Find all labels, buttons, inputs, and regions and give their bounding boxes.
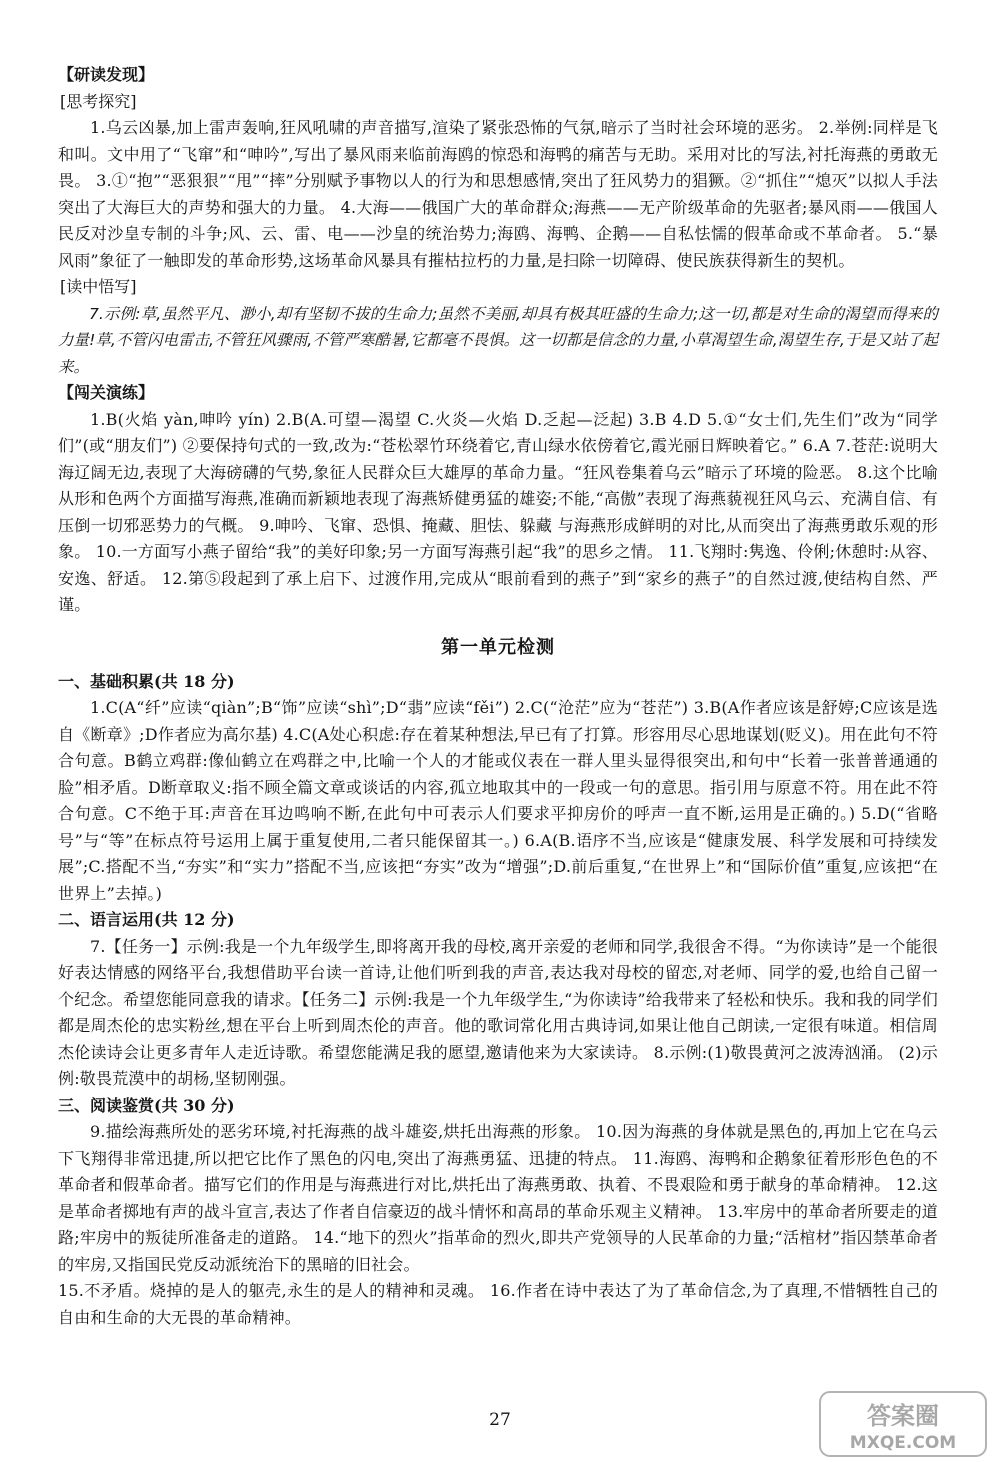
part3-heading: 三、阅读鉴赏(共 30 分): [58, 1095, 235, 1115]
part2-heading: 二、语言运用(共 12 分): [58, 910, 235, 929]
paragraph-think: 1.乌云凶暴,加上雷声轰响,狂风吼啸的声音描写,渲染了紧张恐怖的气氛,暗示了当时社会环境的恶劣。 2.举例:同样是飞和叫。文中用了“飞窜”和“呻吟”,写出了暴风雨来临前海鸥的惊恐和海鸭的痛苦与无助。采用对比的写法,衬托海燕的勇敢无畏。 3.①“抱”“恶狠狠”“甩”“摔”分别赋予事物以人的行为和思想感情,突出了狂风势力的猖獗。②“抓住”“熄灭”以拟人手法突出了大海巨大的声势和强大的力量。 4.大海——俄国广大的革命群众;海燕——无产阶级革命的先驱者;暴风雨——俄国人民反对沙皇专制的斗争;风、云、雷、电——沙皇的统治势力;海鸥、海鸭、企鹅——自私怯懦的假革命或不革命者。 5.“暴风雨”象征了一触即发的革命形势,这场革命风暴具有摧枯拉朽的力量,是扫除一切障碍、使民族获得新生的契机。: [58, 118, 938, 270]
watermark-logo-icon: [818, 1390, 988, 1458]
document-page: [58, 62, 938, 1331]
paragraph-chuangguan: 1.B(火焰 yàn,呻吟 yín) 2.B(A.可望—渴望 C.火炎—火焰 D.乏起—泛起) 3.B 4.D 5.①“女士们,先生们”改为“同学们”(或“朋友们”) ②要保持句式的一致,改为:“苍松翠竹环绕着它,青山绿水依傍着它,霞光丽日辉映着它。” 6.A 7.苍茫:说明大海辽阔无边,表现了大海磅礴的气势,象征人民群众巨大雄厚的革命力量。“狂风卷集着乌云”暗示了环境的险恶。 8.这个比喻从形和色两个方面描写海燕,准确而新颖地表现了海燕矫健勇猛的雄姿;不能,“高傲”表现了海燕藐视狂风乌云、充满自信、有压倒一切邪恶势力的气概。 9.呻吟、飞窜、恐惧、掩藏、胆怯、躲藏 与海燕形成鲜明的对比,从而突出了海燕勇敢乐观的形象。 10.一方面写小燕子留给“我”的美好印象;另一方面写海燕引起“我”的思乡之情。 11.飞翔时:隽逸、伶俐;休憩时:从容、安逸、舒适。 12.第⑤段起到了承上启下、过渡作用,完成从“眼前看到的燕子”到“家乡的燕子”的自然过渡,使结构自然、严谨。: [58, 409, 938, 614]
part2-text: 7.【任务一】示例:我是一个九年级学生,即将离开我的母校,离开亲爱的老师和同学,我很舍不得。“为你读诗”是一个能很好表达情感的网络平台,我想借助平台读一首诗,让他们听到我的声音,表达我对母校的留恋,对老师、同学的爱,也给自己留一个纪念。希望您能同意我的请求。【任务二】示例:我是一个九年级学生,“为你读诗”给我带来了轻松和快乐。我和我的同学们都是周杰伦的忠实粉丝,想在平台上听到周杰伦的声音。他的歌词常化用古典诗词,如果让他自己朗读,一定很有味道。相信周杰伦读诗会让更多青年人走近诗歌。希望您能满足我的愿望,邀请他来为大家读诗。 8.示例:(1)敬畏黄河之波涛汹涌。 (2)示例:敬畏荒漠中的胡杨,坚韧刚强。: [58, 936, 938, 1088]
unit-test-title: 第一单元检测: [441, 636, 555, 658]
watermark-url: MXQE.COM: [849, 1433, 957, 1453]
subheading-read-write: [读中悟写]: [60, 277, 137, 296]
subheading-think: [思考探究]: [60, 91, 137, 111]
part3-text-1: 9.描绘海燕所处的恶劣环境,衬托海燕的战斗雄姿,烘托出海燕的形象。 10.因为海燕的身体就是黑色的,再加上它在乌云下飞翔得非常迅捷,所以把它比作了黑色的闪电,突出了海燕勇猛、迅捷的特点。 11.海鸥、海鸭和企鹅象征着形形色色的不革命者和假革命者。描写它们的作用是与海燕进行对比,烘托出了海燕勇敢、执着、不畏艰险和勇于献身的革命精神。 12.这是革命者掷地有声的战斗宣言,表达了作者自信豪迈的战斗情怀和高昂的革命乐观主义精神。 13.牢房中的革命者所要走的道路;牢房中的叛徒所准备走的道路。 14.“地下的烈火”指革命的烈火,即共产党领导的人民革命的力量;“活棺材”指囚禁革命者的牢房,又指国民党反动派统治下的黑暗的旧社会。: [58, 1122, 938, 1274]
page-number: 27: [489, 1410, 511, 1430]
section-heading-chuangguan: 【闯关演练】: [58, 383, 155, 402]
watermark-logo: [818, 1390, 988, 1458]
part1-text: 1.C(A“纤”应读“qiàn”;B“饰”应读“shì”;D“翡”应读“fěi”) 2.C(“沧茫”应为“苍茫”) 3.B(A作者应该是舒婷;C应该是选自《断章》;D作者应为高尔基) 4.C(A处心积虑:存在着某种想法,早已有了打算。形容用尽心思地谋划(贬义)。用在此句不符合句意。B鹤立鸡群:像仙鹤立在鸡群之中,比喻一个人的才能或仪表在一群人里头显得很突出,和句中“长着一张普普通通的脸”相矛盾。D断章取义:指不顾全篇文章或谈话的内容,孤立地取其中的一段或一句的意思。指引用与原意不符。用在此不符合句意。C不绝于耳:声音在耳边鸣响不断,在此句中可表示人们要求平抑房价的呼声一直不断,运用是正确的。) 5.D(“省略号”与“等”在标点符号运用上属于重复使用,二者只能保留其一。) 6.A(B.语序不当,应该是“健康发展、科学发展和可持续发展”;C.搭配不当,“夯实”和“实力”搭配不当,应该把“夯实”改为“增强”;D.前后重复,“在世界上”和“国际价值”重复,应该把“在世界上”去掉。): [58, 698, 938, 903]
watermark-brand: 答案圈: [867, 1402, 939, 1430]
paragraph-read-write: 7.示例:草,虽然平凡、渺小,却有坚韧不拔的生命力;虽然不美丽,却具有极其旺盛的生命力;这一切,都是对生命的渴望而得来的力量!草,不管闪电雷击,不管狂风骤雨,不管严寒酷暑,它都毫不畏惧。这一切都是信念的力量,小草渴望生命,渴望生存,于是又站了起来。: [58, 304, 938, 376]
part1-heading: 一、基础积累(共 18 分): [58, 671, 235, 691]
section-heading-yandu: 【研读发现】: [58, 65, 155, 84]
part3-text-2: 15.不矛盾。烧掉的是人的躯壳,永生的是人的精神和灵魂。 16.作者在诗中表达了为了革命信念,为了真理,不惜牺牲自己的自由和生命的大无畏的革命精神。: [58, 1281, 938, 1327]
